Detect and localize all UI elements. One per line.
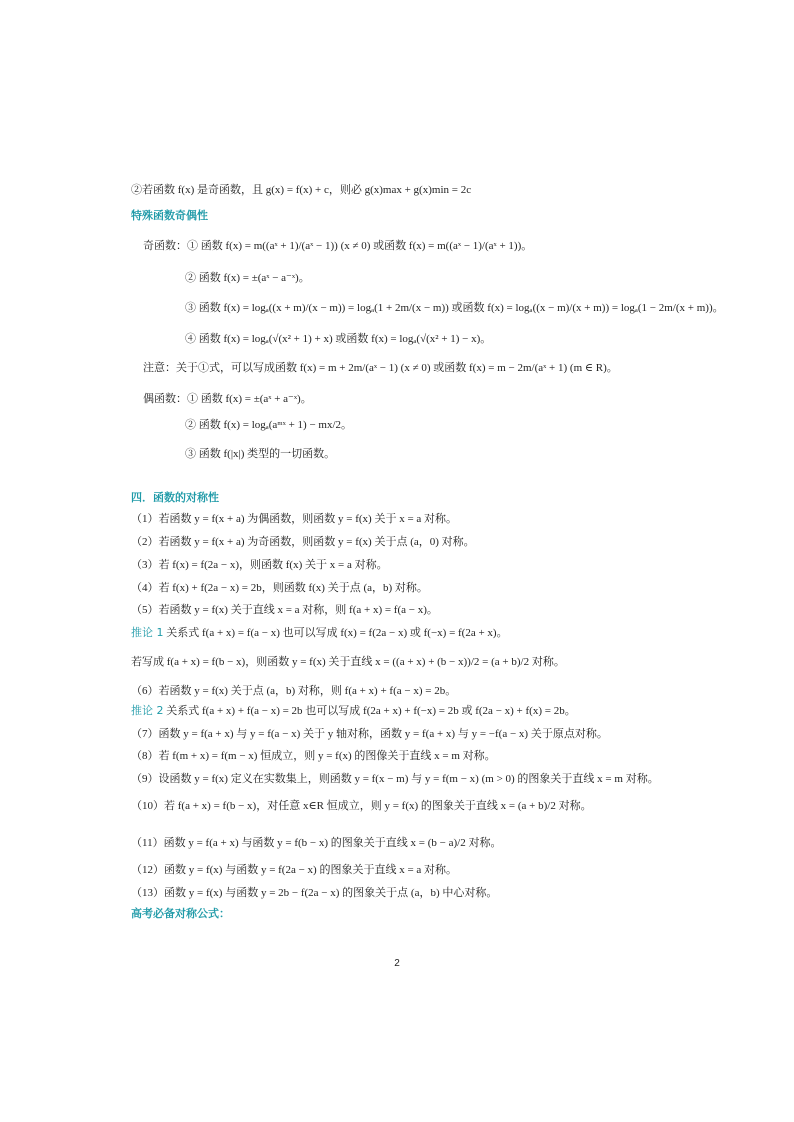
inference-label: 推论 2 <box>131 704 164 717</box>
list-item: （11）函数 y = f(a + x) 与函数 y = f(b − x) 的图象关于直线 x = (b − a)/2 对称。 <box>131 837 502 849</box>
list-item: （13）函数 y = f(x) 与函数 y = 2b − f(2a − x) 的图象关于点 (a，b) 中心对称。 <box>131 887 498 899</box>
note-line: 注意：关于①式，可以写成函数 f(x) = m + 2m/(aˣ − 1) (x ≠ 0) 或函数 f(x) = m − 2m/(aˣ + 1) (m ∈ R)。 <box>143 362 618 374</box>
inference-text: 关系式 f(a + x) + f(a − x) = 2b 也可以写成 f(2a + x) + f(−x) = 2b 或 f(2a − x) + f(x) = 2b。 <box>163 705 576 717</box>
text-line: ④ 函数 f(x) = logₐ(√(x² + 1) + x) 或函数 f(x) = logₐ(√(x² + 1) − x)。 <box>185 333 492 345</box>
list-item: （5）若函数 y = f(x) 关于直线 x = a 对称，则 f(a + x) = f(a − x)。 <box>131 604 438 616</box>
text-line: ③ 函数 f(x) = logₐ((x + m)/(x − m)) = logₐ(1 + 2m/(x − m)) 或函数 f(x) = logₐ((x − m)/(x + m)) = logₐ(1 − 2m/(x + m))。 <box>185 302 724 314</box>
section-heading: 四．函数的对称性 <box>131 491 219 504</box>
list-item: （4）若 f(x) + f(2a − x) = 2b，则函数 f(x) 关于点 (a，b) 对称。 <box>131 582 428 594</box>
text-line: ② 函数 f(x) = ±(aˣ − a⁻ˣ)。 <box>185 272 310 284</box>
section-heading: 高考必备对称公式： <box>131 907 230 920</box>
text-line: ③ 函数 f(|x|) 类型的一切函数。 <box>185 448 336 460</box>
list-item: （9）设函数 y = f(x) 定义在实数集上，则函数 y = f(x − m) 与 y = f(m − x) (m > 0) 的图象关于直线 x = m 对称。 <box>131 773 659 785</box>
text-line: ② 函数 f(x) = logₐ(aᵐˣ + 1) − mx/2。 <box>185 419 353 431</box>
inference-line <box>131 703 576 719</box>
section-heading: 特殊函数奇偶性 <box>131 209 208 222</box>
page-number: 2 <box>394 958 400 969</box>
list-item: （1）若函数 y = f(x + a) 为偶函数，则函数 y = f(x) 关于 x = a 对称。 <box>131 513 458 525</box>
list-item: （3）若 f(x) = f(2a − x)，则函数 f(x) 关于 x = a 对称。 <box>131 559 388 571</box>
inference-line <box>131 625 508 641</box>
list-item: （7）函数 y = f(a + x) 与 y = f(a − x) 关于 y 轴对称，函数 y = f(a + x) 与 y = −f(a − x) 关于原点对称。 <box>131 728 608 740</box>
inference-label: 推论 1 <box>131 626 164 639</box>
list-item: （12）函数 y = f(x) 与函数 y = f(2a − x) 的图象关于直线 x = a 对称。 <box>131 864 458 876</box>
inference-text: 关系式 f(a + x) = f(a − x) 也可以写成 f(x) = f(2a − x) 或 f(−x) = f(2a + x)。 <box>163 627 508 639</box>
text-line: 偶函数：① 函数 f(x) = ±(aˣ + a⁻ˣ)。 <box>143 393 312 405</box>
text-line: ②若函数 f(x) 是奇函数，且 g(x) = f(x) + c，则必 g(x)max + g(x)min = 2c <box>131 184 472 196</box>
list-item: （10）若 f(a + x) = f(b − x)，对任意 x∈R 恒成立，则 y = f(x) 的图象关于直线 x = (a + b)/2 对称。 <box>131 800 592 812</box>
text-line: 若写成 f(a + x) = f(b − x)，则函数 y = f(x) 关于直线 x = ((a + x) + (b − x))/2 = (a + b)/2 对称。 <box>131 656 565 668</box>
text-line: 奇函数：① 函数 f(x) = m((aˣ + 1)/(aˣ − 1)) (x ≠ 0) 或函数 f(x) = m((aˣ − 1)/(aˣ + 1))。 <box>143 240 533 252</box>
list-item: （6）若函数 y = f(x) 关于点 (a，b) 对称，则 f(a + x) + f(a − x) = 2b。 <box>131 685 457 697</box>
list-item: （8）若 f(m + x) = f(m − x) 恒成立，则 y = f(x) 的图像关于直线 x = m 对称。 <box>131 750 496 762</box>
list-item: （2）若函数 y = f(x + a) 为奇函数，则函数 y = f(x) 关于点 (a，0) 对称。 <box>131 536 475 548</box>
